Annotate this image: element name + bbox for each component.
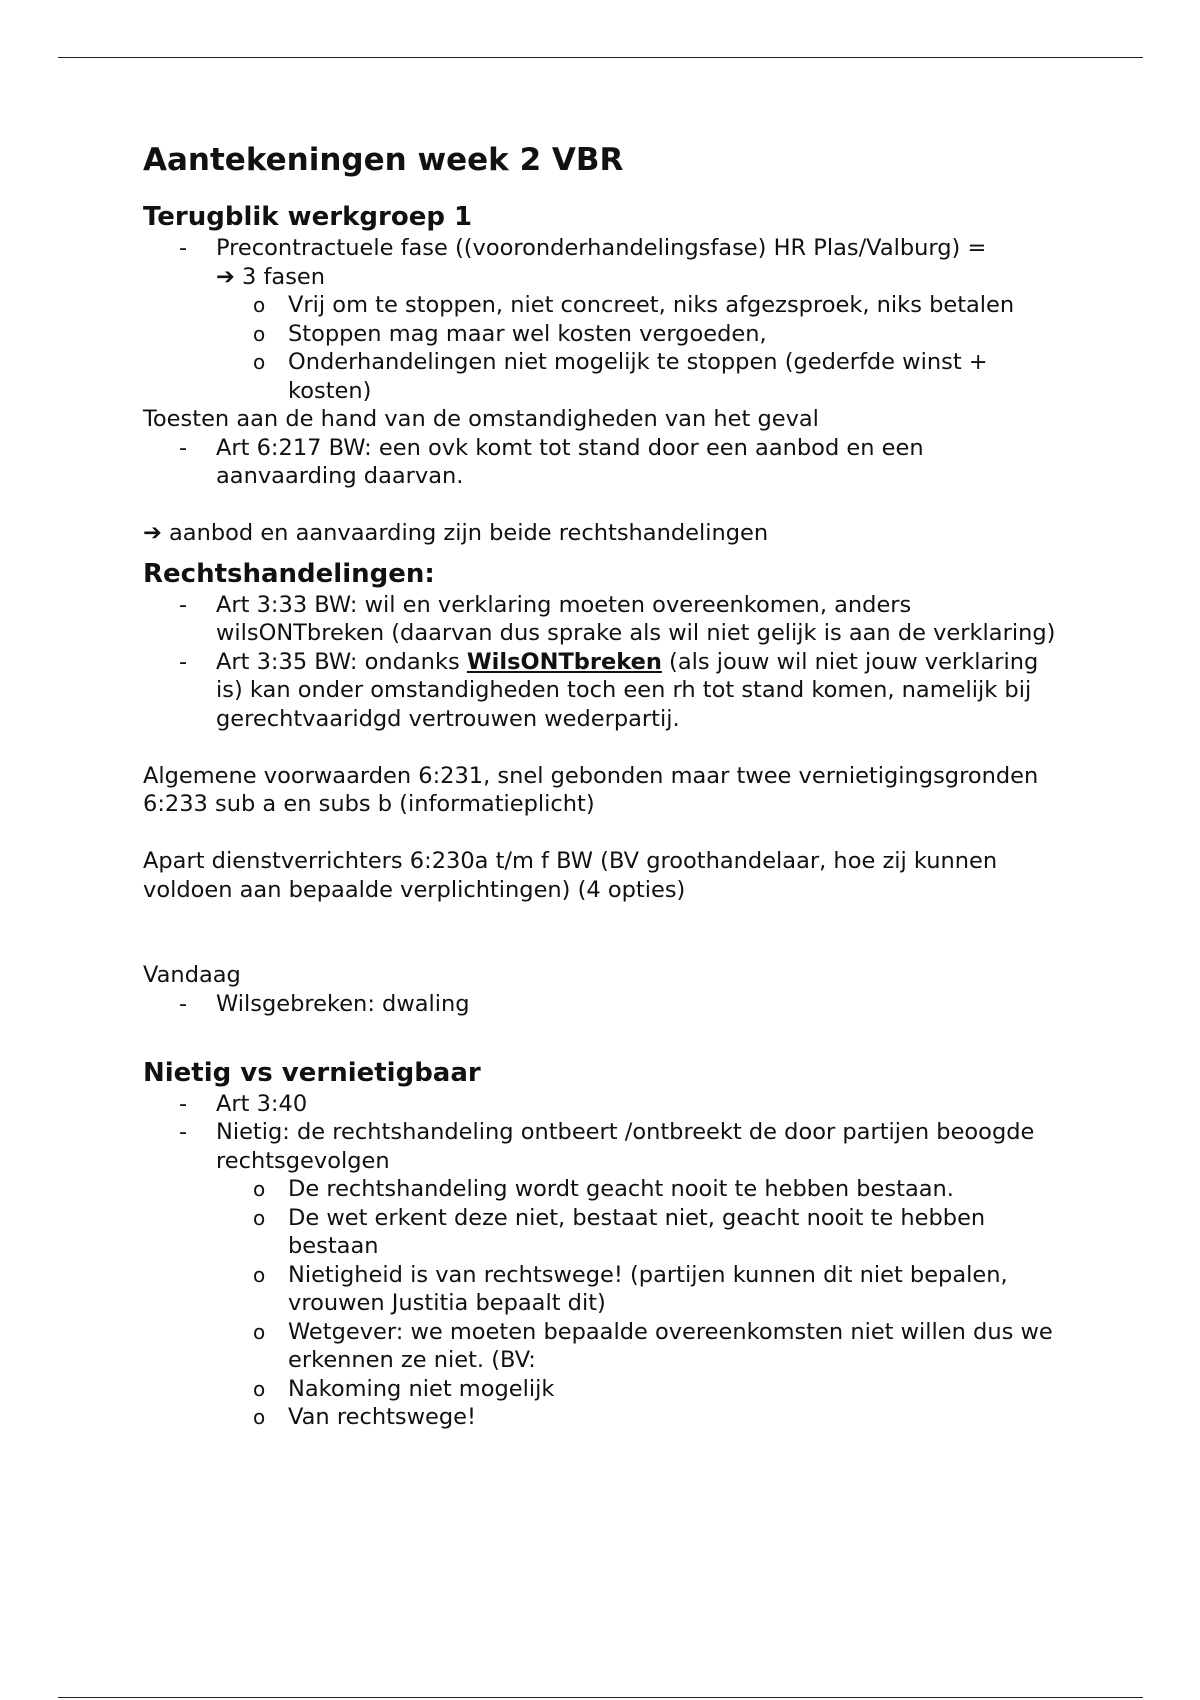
arrow-right-icon: ➔ xyxy=(216,263,235,290)
sub-list-item-text: Onderhandelingen niet mogelijk te stoppen (gederfde winst + kosten) xyxy=(288,349,988,404)
circle-bullet: o xyxy=(253,293,266,317)
paragraph-label: Vandaag xyxy=(143,962,241,988)
sub-list-item xyxy=(143,1375,1063,1404)
sub-list-item xyxy=(143,1318,1063,1375)
sub-list-item-text: Wetgever: we moeten bepaalde overeenkomsten niet willen dus we erkennen ze niet. (BV: xyxy=(288,1318,1053,1373)
blank-line xyxy=(143,733,1063,762)
circle-bullet: o xyxy=(253,1405,266,1429)
dash-bullet: - xyxy=(179,1090,188,1117)
sub-list-item xyxy=(143,1204,1063,1261)
list-item-text-pre: Art 3:35 BW: ondanks xyxy=(216,648,467,675)
sub-list-item-text: Stoppen mag maar wel kosten vergoeden, xyxy=(288,320,767,347)
circle-bullet: o xyxy=(253,1319,266,1344)
arrow-right-icon: ➔ xyxy=(143,520,162,546)
blank-line xyxy=(143,491,1063,520)
list-item xyxy=(143,234,1063,291)
list-item xyxy=(143,990,1063,1019)
dash-bullet: - xyxy=(179,648,188,675)
conclusion-text: aanbod en aanvaarding zijn beide rechtshandelingen xyxy=(169,520,769,546)
list-item-text-post: (als jouw wil niet jouw verklaring is) kan onder omstandigheden toch een rh tot stand komen, namelijk bij gerechtvaaridgd vertrouwen wederpartij. xyxy=(216,648,1039,732)
circle-bullet: o xyxy=(253,1177,266,1201)
circle-bullet: o xyxy=(253,321,266,346)
blank-lines xyxy=(143,904,1063,961)
list-item xyxy=(143,648,1063,734)
list-item-text: Art 3:40 xyxy=(216,1090,308,1117)
section-heading-rechtshandelingen: Rechtshandelingen: xyxy=(143,558,435,589)
emphasis-term: WilsONTbreken xyxy=(466,648,662,675)
list-item xyxy=(143,1118,1063,1175)
list-item xyxy=(143,1090,1063,1119)
list-item-text-cont: 3 fasen xyxy=(242,263,326,290)
dash-bullet: - xyxy=(179,990,188,1017)
list-item xyxy=(143,591,1063,648)
sub-list-item xyxy=(143,348,1063,405)
paragraph: Toesten aan de hand van de omstandigheden van het geval xyxy=(143,406,819,432)
sub-list-item xyxy=(143,291,1063,320)
dash-bullet: - xyxy=(179,434,188,461)
list-item xyxy=(143,434,1063,491)
section-heading-terugblik: Terugblik werkgroep 1 xyxy=(143,202,473,232)
sub-list-item-text: De wet erkent deze niet, bestaat niet, geacht nooit te hebben bestaan xyxy=(288,1204,986,1259)
dash-bullet: - xyxy=(179,591,188,618)
dash-bullet: - xyxy=(179,1119,188,1145)
sub-list-item-text: De rechtshandeling wordt geacht nooit te hebben bestaan. xyxy=(288,1176,954,1202)
blank-line xyxy=(143,1018,1063,1047)
section-gap xyxy=(143,548,1063,557)
circle-bullet: o xyxy=(253,1376,266,1401)
section-gap xyxy=(143,1047,1063,1056)
sub-list-item-text: Nakoming niet mogelijk xyxy=(288,1375,555,1402)
list-item-text: Nietig: de rechtshandeling ontbeert /ontbreekt de door partijen beoogde rechtsgevolgen xyxy=(216,1119,1035,1174)
sub-list-item-text: Nietigheid is van rechtswege! (partijen kunnen dit niet bepalen, vrouwen Justitia bepaalt dit) xyxy=(288,1261,1008,1316)
sub-list-item-text: Vrij om te stoppen, niet concreet, niks afgezsproek, niks betalen xyxy=(288,292,1015,318)
section-heading-nietig: Nietig vs vernietigbaar xyxy=(143,1057,481,1088)
footer-rule xyxy=(58,1697,1143,1698)
list-item-text: Art 6:217 BW: een ovk komt tot stand door een aanbod en een aanvaarding daarvan. xyxy=(216,434,924,489)
paragraph-conclusion xyxy=(143,519,1063,548)
dash-bullet: - xyxy=(179,235,188,261)
list-item-text: Art 3:33 BW: wil en verklaring moeten overeenkomen, anders wilsONTbreken (daarvan dus sprake als wil niet gelijk is aan de verklaring) xyxy=(216,591,1056,646)
list-item-text: Wilsgebreken: dwaling xyxy=(216,990,470,1017)
sub-list-item xyxy=(143,320,1063,349)
paragraph: Apart dienstverrichters 6:230a t/m f BW (BV groothandelaar, hoe zij kunnen voldoen aan bepaalde verplichtingen) (4 opties) xyxy=(143,848,998,903)
sub-list-item xyxy=(143,1403,1063,1432)
sub-list-item xyxy=(143,1175,1063,1204)
circle-bullet: o xyxy=(253,350,266,374)
blank-line xyxy=(143,819,1063,848)
list-item-text: Precontractuele fase ((vooronderhandelingsfase) HR Plas/Valburg) = xyxy=(216,235,987,261)
circle-bullet: o xyxy=(253,1205,266,1230)
circle-bullet: o xyxy=(253,1262,266,1287)
header-rule xyxy=(58,57,1143,58)
sub-list-item xyxy=(143,1261,1063,1318)
page-title: Aantekeningen week 2 VBR xyxy=(143,142,624,178)
document-body xyxy=(143,140,1063,1432)
sub-list-item-text: Van rechtswege! xyxy=(288,1404,477,1430)
paragraph: Algemene voorwaarden 6:231, snel gebonden maar twee vernietigingsgronden 6:233 sub a en subs b (informatieplicht) xyxy=(143,762,1039,817)
